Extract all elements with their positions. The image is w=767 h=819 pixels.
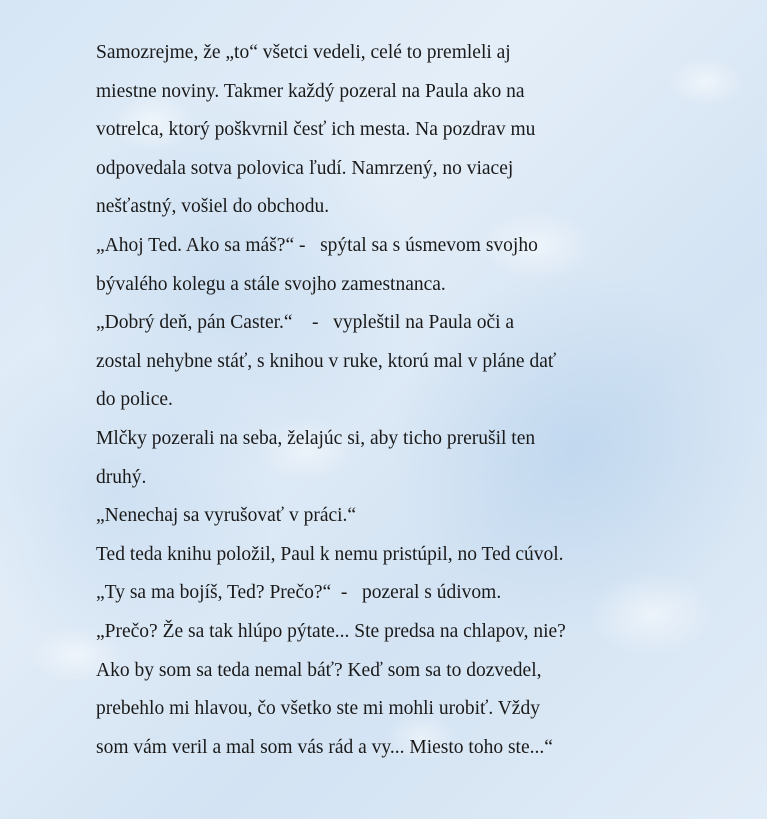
text-line: som vám veril a mal som vás rád a vy... Miesto toho ste...“ xyxy=(96,736,553,758)
text-line: do police. xyxy=(96,389,173,411)
text-line: „Ahoj Ted. Ako sa máš?“ - spýtal sa s úsmevom svojho xyxy=(96,234,538,256)
story-text xyxy=(96,34,656,767)
text-line: votrelca, ktorý poškvrnil česť ich mesta. Na pozdrav mu xyxy=(96,119,536,141)
text-line: „Prečo? Že sa tak hlúpo pýtate... Ste predsa na chlapov, nie? xyxy=(96,620,566,642)
text-line: „Nenechaj sa vyrušovať v práci.“ xyxy=(96,505,357,527)
text-line: Ako by som sa teda nemal báť? Keď som sa to dozvedel, xyxy=(96,659,542,681)
text-line: bývalého kolegu a stále svojho zamestnanca. xyxy=(96,273,446,295)
text-line: druhý. xyxy=(96,466,147,488)
text-line: prebehlo mi hlavou, čo všetko ste mi mohli urobiť. Vždy xyxy=(96,698,540,720)
text-line: Samozrejme, že „to“ všetci vedeli, celé to premleli aj xyxy=(96,42,511,63)
text-line: „Ty sa ma bojíš, Ted? Prečo?“ - pozeral s údivom. xyxy=(96,582,502,604)
text-line: „Dobrý deň, pán Caster.“ - vypleštil na Paula oči a xyxy=(96,312,515,334)
text-line: Ted teda knihu položil, Paul k nemu pristúpil, no Ted cúvol. xyxy=(96,543,564,565)
text-line: miestne noviny. Takmer každý pozeral na Paula ako na xyxy=(96,80,525,102)
text-line: Mlčky pozerali na seba, želajúc si, aby ticho prerušil ten xyxy=(96,427,536,449)
text-line: odpovedala sotva polovica ľudí. Namrzený, no viacej xyxy=(96,157,514,179)
text-line: nešťastný, vošiel do obchodu. xyxy=(96,196,330,218)
text-line: zostal nehybne stáť, s knihou v ruke, ktorú mal v pláne dať xyxy=(96,350,557,372)
